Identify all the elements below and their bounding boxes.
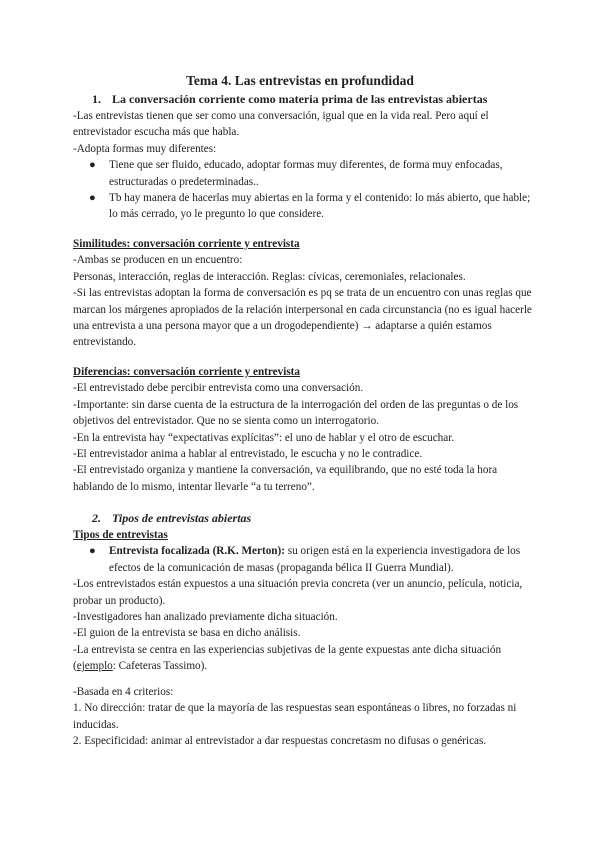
bullet-icon: ● <box>89 159 96 172</box>
section-2-heading <box>92 510 251 527</box>
paragraph <box>73 642 533 675</box>
list-item <box>73 157 533 190</box>
paragraph: -Ambas se producen en un encuentro: <box>73 254 243 267</box>
section-2-title: Tipos de entrevistas abiertas <box>112 511 252 525</box>
bullet-icon: ● <box>89 545 96 558</box>
bullet-icon: ● <box>89 192 96 205</box>
paragraph: -El entrevistador anima a hablar al entrevistado, le escucha y no le contradice. <box>73 448 423 461</box>
paragraph: -Importante: sin darse cuenta de la estructura de la interrogación del orden de las preguntas o de los objetivos del entrevistador. Que no se sienta como un interrogatorio. <box>73 398 519 428</box>
paragraph: -Adopta formas muy diferentes: <box>73 142 217 155</box>
list-item <box>73 543 533 576</box>
example-tail: : Cafeteras Tassimo). <box>112 660 208 673</box>
section-1-number: 1. <box>92 92 101 106</box>
paragraph: -Investigadores han analizado previamente dicha situación. <box>73 611 338 624</box>
diferencias-heading: Diferencias: conversación corriente y entrevista <box>73 366 300 378</box>
list-item-text: Tb hay manera de hacerlas muy abiertas en la forma y el contenido: lo más abierto, que hable; lo más cerrado, yo le pregunto lo que considere. <box>109 192 531 221</box>
paragraph: -El guion de la entrevista se basa en dicho análisis. <box>73 627 301 640</box>
paragraph: Personas, interacción, reglas de interacción. Reglas: cívicas, ceremoniales, relacionales. <box>73 270 466 283</box>
list-item <box>73 190 533 223</box>
list-item-text: su origen está en la experiencia investigadora de los efectos de la comunicación de masas (propaganda bélica II Guerra Mundial). <box>109 545 521 574</box>
example-word: ejemplo <box>76 660 113 673</box>
paragraph: -El entrevistado organiza y mantiene la conversación, va equilibrando, que no esté toda la hora hablando de lo mismo, intentar llevarle “a tu terreno”. <box>73 464 498 493</box>
section-1-title: La conversación corriente como materia prima de las entrevistas abiertas <box>112 92 488 106</box>
list-item-term: Entrevista focalizada (R.K. Merton): <box>109 545 285 558</box>
criteria-block <box>73 684 533 750</box>
section-2-body <box>73 527 533 675</box>
paragraph: -Si las entrevistas adoptan la forma de conversación es pq se trata de un encuentro con unas reglas que marcan los márgenes apropiados de la relación interpersonal en cada circunstancia (no es igual hacerle una entrevista a una persona mayor que a un drogodependiente) → adaptarse a quién estamos entrevistando. <box>73 287 532 349</box>
section-2-number: 2. <box>92 511 101 525</box>
example-lead: -La entrevista se centra en las experiencias subjetivas de la gente expuestas ante dicha situación ( <box>73 643 502 673</box>
section-1-body <box>73 108 533 223</box>
criteria-item: 1. No dirección: tratar de que la mayoría de las respuestas sean espontáneas o libres, no forzadas ni inducidas. <box>73 702 517 731</box>
document-title: Tema 4. Las entrevistas en profundidad <box>186 73 414 88</box>
criteria-item: 2. Especificidad: animar al entrevistador a dar respuestas concretasm no difusas o genéricas. <box>73 735 487 748</box>
paragraph: -El entrevistado debe percibir entrevista como una conversación. <box>73 382 364 395</box>
similitudes-block <box>73 236 533 351</box>
paragraph: -En la entrevista hay “expectativas explícitas”: el uno de hablar y el otro de escuchar. <box>73 431 455 444</box>
paragraph: -Las entrevistas tienen que ser como una conversación, igual que en la vida real. Pero aquí el entrevistador escucha más que habla. <box>73 110 489 139</box>
criteria-intro: -Basada en 4 criterios: <box>73 686 174 698</box>
similitudes-heading: Similitudes: conversación corriente y entrevista <box>73 238 300 250</box>
section-1-heading <box>92 91 487 108</box>
diferencias-block <box>73 364 533 495</box>
list-item-text: Tiene que ser fluido, educado, adoptar formas muy diferentes, de forma muy enfocadas, estructuradas o predeterminadas.. <box>109 159 503 188</box>
tipos-subheading: Tipos de entrevistas <box>73 529 168 541</box>
paragraph: -Los entrevistados están expuestos a una situación previa concreta (ver un anuncio, película, noticia, probar un producto). <box>73 578 523 607</box>
